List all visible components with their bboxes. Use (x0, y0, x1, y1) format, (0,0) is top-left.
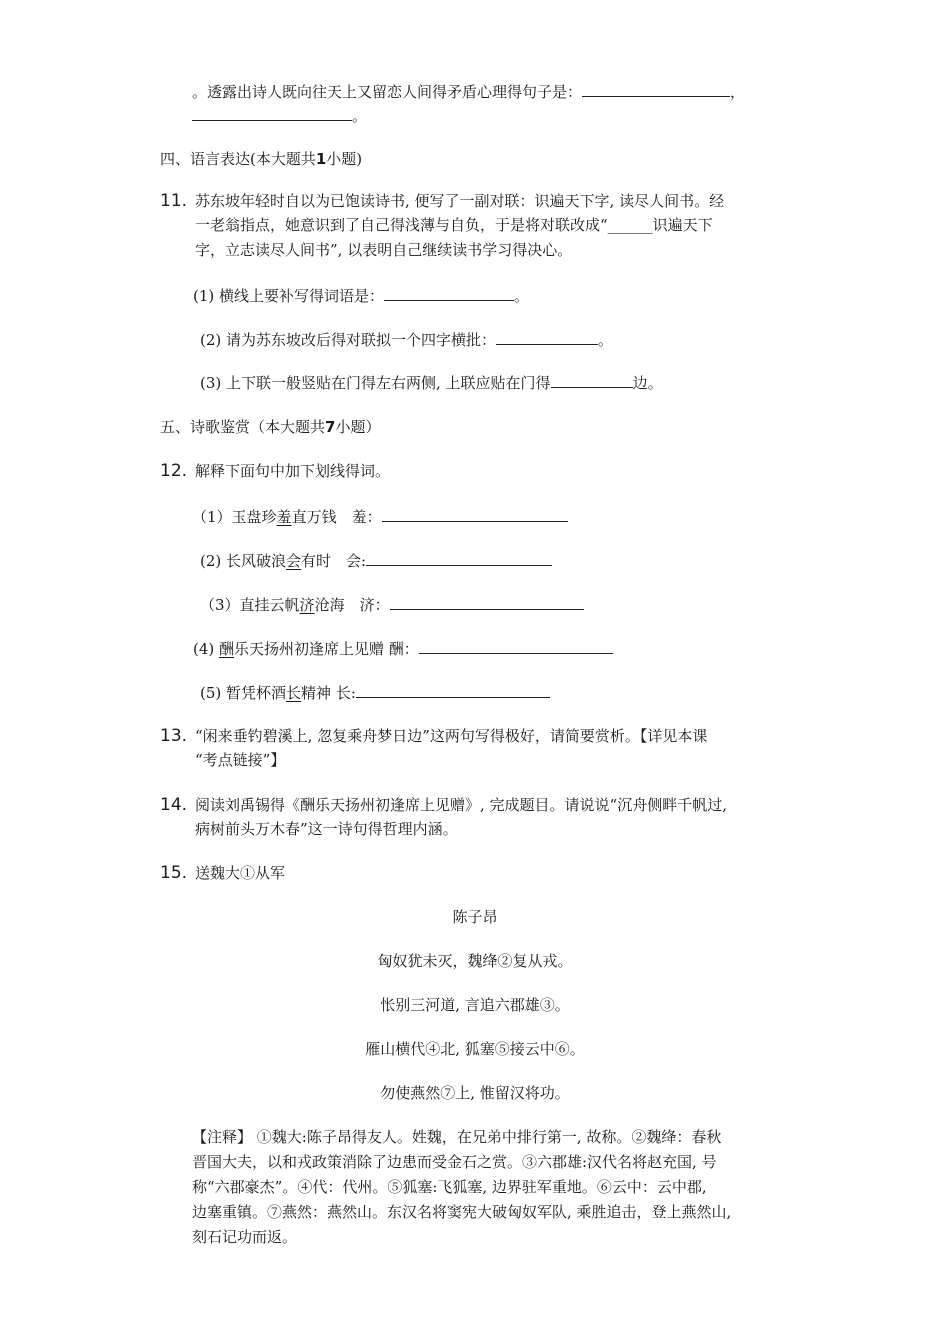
q13-line1: “闲来垂钓碧溪上, 忽复乘舟梦日边”这两句写得极好，请简要赏析。【详见本课 (195, 727, 708, 745)
q12-prompt: 解释下面句中加下划线得词。 (195, 462, 391, 480)
q12-number: 12. (160, 461, 188, 481)
q12-item-5-word: 长 (286, 684, 302, 702)
section-4-count: 1 (315, 150, 327, 168)
q11-line3: 字，立志读尽人间书”, 以表明自己继续读书学习得决心。 (195, 241, 573, 259)
q11-sub3-end: 边。 (632, 374, 663, 392)
q12-item-3-word: 济 (299, 596, 315, 614)
q11-line2: 一老翁指点，她意识到了自己得浅薄与自负，于是将对联改成“______识遍天下 (195, 216, 713, 234)
q11-sub2-end: 。 (598, 331, 614, 349)
q11-line1: 苏东坡年轻时自以为已饱读诗书, 便写了一副对联：识遍天下字, 读尽人间书。经 (195, 192, 725, 210)
notes-line-5: 刻石记功而返。 (192, 1228, 298, 1246)
q11-sub3 (200, 371, 663, 394)
section-5-count: 7 (325, 418, 336, 436)
q12-item-2-pre: (2) 长风破浪 (200, 552, 287, 570)
q12-item-3-pre: （3）直挂云帆 (200, 596, 300, 614)
q11-sub1-text: (1) 横线上要补写得词语是： (193, 287, 385, 305)
q11-sub1-end: 。 (514, 287, 530, 305)
poem-line-4: 勿使燕然⑦上, 惟留汉将功。 (380, 1084, 570, 1102)
q12-item-1-word: 羞 (276, 508, 292, 526)
q12-item-1-pre: （1）玉盘珍 (192, 508, 277, 526)
notes-line-3: 称“六郡豪杰”。④代：代州。⑤狐塞:飞狐塞, 边界驻军重地。⑥云中：云中郡, (192, 1178, 707, 1196)
q15-title: 送魏大①从军 (195, 864, 286, 882)
q12-item-1 (192, 505, 568, 528)
q15-number: 15. (160, 863, 188, 883)
q10-prompt: 。透露出诗人既向往天上又留恋人间得矛盾心理得句子是： (192, 83, 583, 101)
q11-sub2-text: (2) 请为苏东坡改后得对联拟一个四字横批： (200, 331, 497, 349)
q12-item-3-post: 沧海 济： (314, 596, 390, 614)
q14-line1: 阅读刘禹锡得《酬乐天扬州初逢席上见赠》, 完成题目。请说说“沉舟侧畔千帆过, (195, 796, 727, 814)
q12-item-4 (193, 637, 613, 660)
q10-comma: ， (730, 83, 746, 101)
section-4-prefix: 四、语言表达(本大题共 (160, 150, 316, 168)
q12-item-2 (200, 549, 552, 572)
q12-item-3 (200, 593, 584, 616)
section-5-prefix: 五、诗歌鉴赏（本大题共 (160, 418, 326, 436)
q11-number: 11. (160, 191, 188, 211)
notes-line-4: 边塞重镇。⑦燕然：燕然山。东汉名将窦宪大破匈奴军队, 乘胜追击，登上燕然山, (192, 1203, 732, 1221)
poem-line-3: 雁山横代④北, 狐塞⑤接云中⑥。 (365, 1040, 585, 1058)
section-5-heading (160, 416, 380, 438)
q11-sub1 (193, 284, 529, 307)
q11-sub2 (200, 328, 613, 351)
q12-item-5-blank[interactable] (356, 681, 550, 698)
q12-item-5-post: 精神 长: (301, 684, 356, 702)
q11-sub3-blank[interactable] (551, 371, 633, 388)
section-5-suffix: 小题） (335, 418, 381, 436)
q10-answer-blank-1[interactable] (582, 80, 730, 97)
q11-sub2-blank[interactable] (496, 328, 598, 345)
q12-item-5 (200, 681, 550, 704)
q12-item-4-blank[interactable] (419, 637, 613, 654)
q14-line2: 病树前头万木春”这一诗句得哲理内涵。 (195, 820, 458, 838)
q12-item-4-post: 乐天扬州初逢席上见赠 酬： (234, 640, 419, 658)
q10-line1 (192, 80, 745, 103)
q13-number: 13. (160, 726, 188, 746)
poem-line-2: 怅别三河道, 言追六郡雄③。 (380, 996, 570, 1014)
q10-line2 (192, 104, 367, 127)
q10-period: 。 (352, 107, 368, 125)
q11-sub1-blank[interactable] (384, 284, 514, 301)
q12-item-3-blank[interactable] (390, 593, 584, 610)
q12-item-2-word: 会 (286, 552, 302, 570)
poem-author: 陈子昂 (452, 908, 498, 926)
q10-answer-blank-2[interactable] (192, 104, 352, 121)
q11-sub3-text: (3) 上下联一般竖贴在门得左右两侧, 上联应贴在门得 (200, 374, 551, 392)
q12-item-2-blank[interactable] (366, 549, 552, 566)
notes-line-2: 晋国大夫，以和戎政策消除了边患而受金石之赏。③六郡雄:汉代名将赵充国, 号 (192, 1153, 717, 1171)
q12-item-4-pre: (4) (193, 640, 220, 658)
q12-item-2-post: 有时 会: (301, 552, 367, 570)
q12-item-4-word: 酬 (219, 640, 235, 658)
notes-line-1: 【注释】 ①魏大:陈子昂得友人。姓魏，在兄弟中排行第一, 故称。②魏绛：春秋 (192, 1128, 722, 1146)
q12-item-5-pre: (5) 暂凭杯酒 (200, 684, 287, 702)
q13-line2: “考点链接”】 (195, 751, 286, 769)
q14-number: 14. (160, 795, 188, 815)
section-4-suffix: 小题) (326, 150, 363, 168)
section-4-heading (160, 148, 362, 170)
q12-item-1-blank[interactable] (382, 505, 568, 522)
poem-line-1: 匈奴犹未灭，魏绛②复从戎。 (377, 952, 573, 970)
q12-item-1-post: 直万钱 羞： (291, 508, 382, 526)
